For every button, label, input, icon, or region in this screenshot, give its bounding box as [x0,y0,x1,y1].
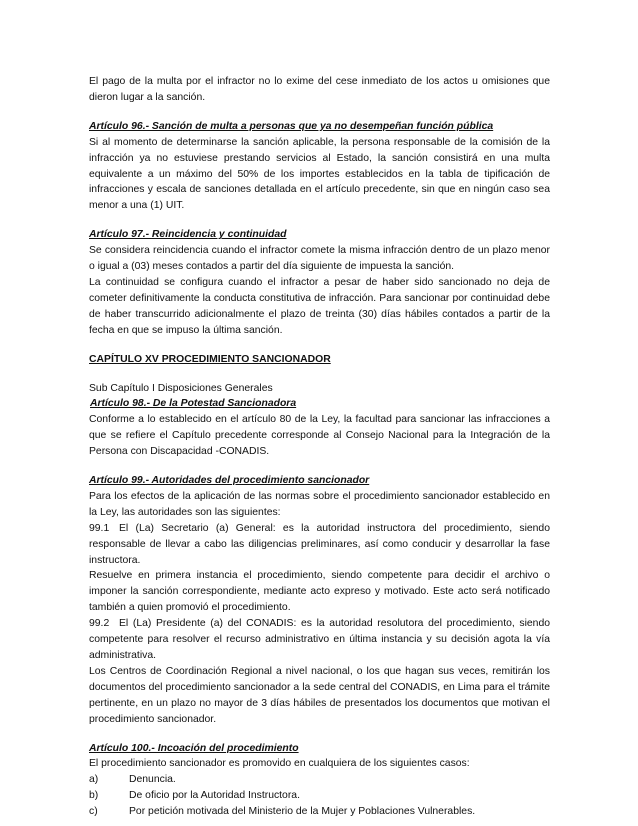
list-item-text: Por petición motivada del Ministerio de la Mujer y Poblaciones Vulnerables. [129,806,476,818]
list-item [89,772,550,788]
article-99-2-number: 99.2 [89,618,110,630]
list-item [89,788,550,804]
article-98-heading: Artículo 98.- De la Potestad Sancionadora [90,398,297,410]
article-96-body: Si al momento de determinarse la sanción aplicable, la persona responsable de la comisión de la infracción ya no estuviese prestando servicios al Estado, la sanción consistirá en una multa equivalente a un máximo del 50% de los importes establecidos en la tabla de tipificación de infracciones y escala de sanciones detallada en el artículo precedente, sin que en ningún caso sea menor a una (1) UIT. [89,136,550,212]
list-item-text: De oficio por la Autoridad Instructora. [129,790,300,802]
list-item-key: a) [89,774,99,786]
article-100-body: El procedimiento sancionador es promovido en cualquiera de los siguientes casos: [89,758,470,770]
article-97-body-1: Se considera reincidencia cuando el infractor comete la misma infracción dentro de un plazo menor o igual a (03) meses contados a partir del día siguiente de impuesta la sanción. [89,245,550,273]
article-99-heading: Artículo 99.- Autoridades del procedimiento sancionador [89,475,370,487]
article-98-body: Conforme a lo establecido en el artículo 80 de la Ley, la facultad para sancionar las infracciones a que se refiere el Capítulo precedente corresponde al Consejo Nacional para la Integración de la Persona con Discapacidad -CONADIS. [89,414,550,458]
article-100-heading: Artículo 100.- Incoación del procedimiento [89,742,299,754]
list-item [89,804,550,820]
article-99-2-text: El (La) Presidente (a) del CONADIS: es la autoridad resolutora del procedimiento, siendo competente para resolver el recurso administrativo en última instancia y su decisión agota la vía administrativa. [89,618,550,661]
chapter-heading: CAPÍTULO XV PROCEDIMIENTO SANCIONADOR [89,353,331,365]
article-99-1-number: 99.1 [89,522,110,534]
article-97-body-2: La continuidad se configura cuando el infractor a pesar de haber sido sancionado no deja de cometer definitivamente la conducta constitutiva de infracción. Para sancionar por continuidad debe de haber transcurrido adicionalmente el plazo de treinta (30) días hábiles contados a partir de la fecha en que se impuso la última sanción. [89,276,550,336]
article-99-1-extra: Resuelve en primera instancia el procedimiento, siendo competente para decidir el archivo o imponer la sanción correspondiente, mediante acto expreso y motivado. Este acto será notificado también a quien promovió el procedimiento. [89,570,550,614]
list-item-text: Denuncia. [129,774,176,786]
article-99-1-text: El (La) Secretario (a) General: es la autoridad instructora del procedimiento, siendo responsable de llevar a cabo las diligencias preliminares, así como conducir y desarrollar la fase instructora. [89,522,550,566]
article-99-body: Para los efectos de la aplicación de las normas sobre el procedimiento sancionador establecido en la Ley, las autoridades son las siguientes: [89,490,550,518]
article-99-1-item [89,521,550,569]
list-item-key: c) [89,806,98,818]
article-99-2-item [89,616,550,664]
intro-paragraph: El pago de la multa por el infractor no lo exime del cese inmediato de los actos u omisiones que dieron lugar a la sanción. [89,76,550,103]
article-96-heading: Artículo 96.- Sanción de multa a personas que ya no desempeñan función pública [89,120,494,132]
article-99-2-extra: Los Centros de Coordinación Regional a nivel nacional, o los que hagan sus veces, remitirán los documentos del procedimiento sancionador a la sede central del CONADIS, en Lima para el trámite pertinente, en un plazo no mayor de 3 días hábiles de presentados los documentos que motivan el procedimiento sancionador. [89,665,550,725]
list-item-key: b) [89,790,99,802]
subchapter-heading: Sub Capítulo I Disposiciones Generales [89,382,273,394]
article-97-heading: Artículo 97.- Reincidencia y continuidad [89,229,287,241]
